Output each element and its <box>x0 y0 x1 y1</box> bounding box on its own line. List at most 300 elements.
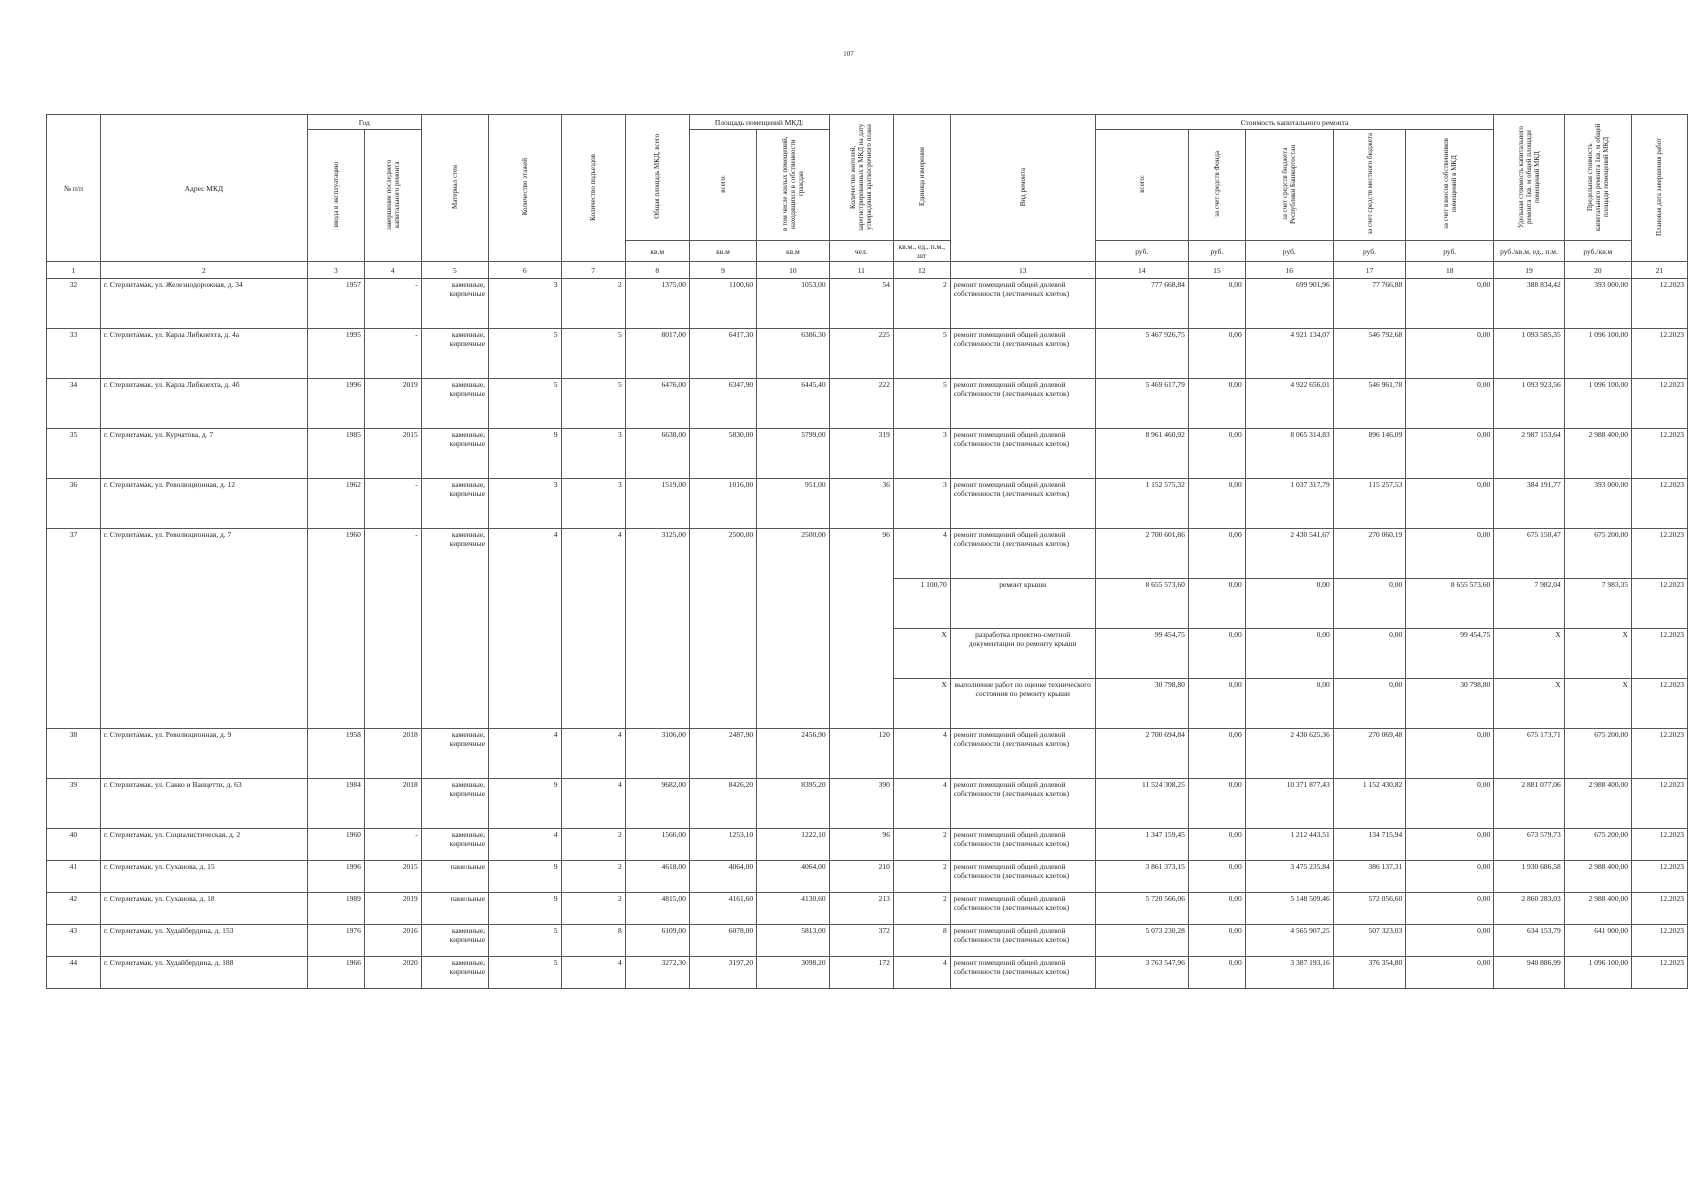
cell-unit: X <box>893 629 950 679</box>
unit-area-incl: кв.м <box>757 241 829 262</box>
column-number: 6 <box>489 262 561 279</box>
cell-owners: 0,00 <box>1406 479 1494 529</box>
cell-plan-date: 12.2023 <box>1631 279 1687 329</box>
cell-fund: 0,00 <box>1188 779 1245 829</box>
cell-unit: 8 <box>893 925 950 957</box>
cell-repair-type: ремонт помещений общей долевой собственности (лестничных клеток) <box>950 279 1095 329</box>
cell-plan-date: 12.2023 <box>1631 957 1687 989</box>
column-number: 20 <box>1564 262 1631 279</box>
column-numbers-row <box>47 262 1688 279</box>
cell-n: 33 <box>47 329 101 379</box>
table-row <box>47 893 1688 925</box>
cell-cost: 11 524 308,25 <box>1095 779 1188 829</box>
cell-address: г. Стерлитамак, ул. Сакко и Ванцетти, д. 63 <box>100 779 307 829</box>
cell-area: 3197,20 <box>689 957 756 989</box>
cell-material: каменные, кирпичные <box>421 279 488 329</box>
cell-fund: 0,00 <box>1188 379 1245 429</box>
cell-unit-cost: X <box>1494 679 1564 729</box>
cell-owners: 0,00 <box>1406 729 1494 779</box>
cell-entrances: 2 <box>561 279 625 329</box>
cell-unit-cost: 675 150,47 <box>1494 529 1564 579</box>
cell-address: г. Стерлитамак, ул. Суханова, д. 15 <box>100 861 307 893</box>
cell-address: г. Стерлитамак, ул. Карла Либкнехта, д. 4б <box>100 379 307 429</box>
cell-rb-budget: 1 037 317,79 <box>1245 479 1333 529</box>
column-number: 1 <box>47 262 101 279</box>
header-area-group: Площадь помещений МКД: <box>689 115 829 130</box>
cell-repair-type: ремонт помещений общей долевой собственности (лестничных клеток) <box>950 429 1095 479</box>
cell-cost: 777 668,84 <box>1095 279 1188 329</box>
cell-unit: 2 <box>893 893 950 925</box>
table-body <box>47 279 1688 989</box>
cell-entrances: 5 <box>561 379 625 429</box>
cell-plan-date: 12.2023 <box>1631 579 1687 629</box>
column-number: 17 <box>1333 262 1405 279</box>
cell-area: 4161,60 <box>689 893 756 925</box>
cell-address: г. Стерлитамак, ул. Социалистическая, д. 2 <box>100 829 307 861</box>
cell-total-area: 1566,00 <box>625 829 689 861</box>
cell-local-budget: 77 766,88 <box>1333 279 1405 329</box>
cell-fund: 0,00 <box>1188 279 1245 329</box>
cell-rb-budget: 4 921 134,07 <box>1245 329 1333 379</box>
cell-area: 1100,60 <box>689 279 756 329</box>
unit-rub-owners: руб. <box>1406 241 1494 262</box>
cell-owners: 99 454,75 <box>1406 629 1494 679</box>
cell-area: 8426,20 <box>689 779 756 829</box>
cell-fund: 0,00 <box>1188 329 1245 379</box>
cell-owners: 0,00 <box>1406 329 1494 379</box>
cell-local-budget: 270 069,48 <box>1333 729 1405 779</box>
cell-unit-cost: 388 834,42 <box>1494 279 1564 329</box>
cell-rb-budget: 2 430 541,67 <box>1245 529 1333 579</box>
cell-n: 44 <box>47 957 101 989</box>
header-floors: Количество этажей <box>489 115 561 262</box>
cell-n: 35 <box>47 429 101 479</box>
cell-entrances: 2 <box>561 861 625 893</box>
cell-address: г. Стерлитамак, ул. Революционная, д. 9 <box>100 729 307 779</box>
cell-floors: 5 <box>489 379 561 429</box>
cell-year: 1985 <box>307 429 364 479</box>
cell-area: 1253,10 <box>689 829 756 861</box>
cell-max-cost: 1 096 100,00 <box>1564 329 1631 379</box>
cell-unit: 3 <box>893 429 950 479</box>
cell-total-area: 9682,00 <box>625 779 689 829</box>
cell-year: 1976 <box>307 925 364 957</box>
header-max-cost: Предельная стоимость капитального ремонта 1кв. м общей площади помещений МКД <box>1564 115 1631 241</box>
cell-unit: 5 <box>893 379 950 429</box>
cell-address: г. Стерлитамак, ул. Курчатова, д. 7 <box>100 429 307 479</box>
cell-repair-type: ремонт крыши <box>950 579 1095 629</box>
cell-area: 4064,00 <box>689 861 756 893</box>
table-row <box>47 729 1688 779</box>
column-number: 10 <box>757 262 829 279</box>
cell-local-budget: 546 792,68 <box>1333 329 1405 379</box>
cell-area: 5830,00 <box>689 429 756 479</box>
column-number: 21 <box>1631 262 1687 279</box>
cell-total-area: 3272,30 <box>625 957 689 989</box>
header-entrances: Количество подъездов <box>561 115 625 262</box>
cell-area: 1016,00 <box>689 479 756 529</box>
cell-plan-date: 12.2023 <box>1631 729 1687 779</box>
column-number: 18 <box>1406 262 1494 279</box>
cell-year: 1958 <box>307 729 364 779</box>
cell-cost: 5 469 617,79 <box>1095 379 1188 429</box>
cell-repair-type: ремонт помещений общей долевой собственности (лестничных клеток) <box>950 779 1095 829</box>
cell-unit: 1 100,70 <box>893 579 950 629</box>
cell-max-cost: 7 983,35 <box>1564 579 1631 629</box>
cell-material: панельные <box>421 893 488 925</box>
column-number: 11 <box>829 262 893 279</box>
cell-area-incl: 5799,00 <box>757 429 829 479</box>
cell-material: каменные, кирпичные <box>421 379 488 429</box>
cell-floors: 9 <box>489 893 561 925</box>
cell-plan-date: 12.2023 <box>1631 629 1687 679</box>
column-number: 4 <box>364 262 421 279</box>
cell-residents: 213 <box>829 893 893 925</box>
cell-entrances: 2 <box>561 829 625 861</box>
cell-area: 2487,90 <box>689 729 756 779</box>
page-number: 107 <box>843 50 854 58</box>
cell-repair-type: ремонт помещений общей долевой собственности (лестничных клеток) <box>950 329 1095 379</box>
cell-fund: 0,00 <box>1188 861 1245 893</box>
cell-repair-type: ремонт помещений общей долевой собственности (лестничных клеток) <box>950 925 1095 957</box>
header-area-incl: в том числе жилых помещений, находящихся в собственности граждан <box>757 130 829 241</box>
cell-repair-type: ремонт помещений общей долевой собственности (лестничных клеток) <box>950 893 1095 925</box>
cell-max-cost: 675 200,00 <box>1564 829 1631 861</box>
cell-max-cost: X <box>1564 679 1631 729</box>
cell-cost: 8 961 460,92 <box>1095 429 1188 479</box>
header-cost-group: Стоимость капитального ремонта <box>1095 115 1494 130</box>
cell-local-budget: 507 323,03 <box>1333 925 1405 957</box>
cell-year: 1996 <box>307 379 364 429</box>
column-number: 9 <box>689 262 756 279</box>
cell-year: 1995 <box>307 329 364 379</box>
cell-unit-cost: 1 093 923,56 <box>1494 379 1564 429</box>
table-row <box>47 379 1688 429</box>
cell-n: 32 <box>47 279 101 329</box>
cell-n: 41 <box>47 861 101 893</box>
cell-fund: 0,00 <box>1188 957 1245 989</box>
cell-local-budget: 115 257,53 <box>1333 479 1405 529</box>
cell-rb-budget: 3 475 235,84 <box>1245 861 1333 893</box>
cell-residents: 372 <box>829 925 893 957</box>
cell-fund: 0,00 <box>1188 679 1245 729</box>
cell-plan-date: 12.2023 <box>1631 429 1687 479</box>
cell-total-area: 1375,00 <box>625 279 689 329</box>
cell-year: 1960 <box>307 529 364 729</box>
cell-area: 6078,00 <box>689 925 756 957</box>
cell-plan-date: 12.2023 <box>1631 529 1687 579</box>
cell-local-budget: 0,00 <box>1333 629 1405 679</box>
column-number: 2 <box>100 262 307 279</box>
unit-rub-local: руб. <box>1333 241 1405 262</box>
cell-n: 40 <box>47 829 101 861</box>
cell-rb-budget: 699 901,96 <box>1245 279 1333 329</box>
header-area-all: всего: <box>689 130 756 241</box>
cell-cost: 5 720 566,06 <box>1095 893 1188 925</box>
header-address: Адрес МКД <box>100 115 307 262</box>
cell-address: г. Стерлитамак, ул. Революционная, д. 12 <box>100 479 307 529</box>
cell-residents: 54 <box>829 279 893 329</box>
cell-unit-cost: 940 886,99 <box>1494 957 1564 989</box>
cell-entrances: 5 <box>561 329 625 379</box>
header-total-area: Общая площадь МКД, всего <box>625 115 689 241</box>
cell-plan-date: 12.2023 <box>1631 779 1687 829</box>
cell-max-cost: 393 000,00 <box>1564 479 1631 529</box>
cell-plan-date: 12.2023 <box>1631 379 1687 429</box>
cell-area-incl: 5813,00 <box>757 925 829 957</box>
cell-year: 1962 <box>307 479 364 529</box>
cell-owners: 8 655 573,60 <box>1406 579 1494 629</box>
cell-residents: 210 <box>829 861 893 893</box>
cell-last-repair: - <box>364 479 421 529</box>
table-row <box>47 957 1688 989</box>
cell-fund: 0,00 <box>1188 629 1245 679</box>
header-plan-date: Плановая дата завершения работ <box>1631 115 1687 262</box>
column-number: 15 <box>1188 262 1245 279</box>
cell-max-cost: 1 096 100,00 <box>1564 379 1631 429</box>
cell-material: каменные, кирпичные <box>421 329 488 379</box>
cell-rb-budget: 0,00 <box>1245 579 1333 629</box>
cell-cost: 1 152 575,32 <box>1095 479 1188 529</box>
cell-residents: 319 <box>829 429 893 479</box>
table-row <box>47 925 1688 957</box>
unit-rub-rb: руб. <box>1245 241 1333 262</box>
cell-last-repair: 2020 <box>364 957 421 989</box>
cell-last-repair: - <box>364 329 421 379</box>
cell-year: 1966 <box>307 957 364 989</box>
cell-material: каменные, кирпичные <box>421 479 488 529</box>
cell-material: каменные, кирпичные <box>421 957 488 989</box>
cell-last-repair: - <box>364 529 421 729</box>
cell-n: 38 <box>47 729 101 779</box>
cell-rb-budget: 8 065 314,83 <box>1245 429 1333 479</box>
cell-residents: 120 <box>829 729 893 779</box>
cell-cost: 3 763 547,96 <box>1095 957 1188 989</box>
cell-material: каменные, кирпичные <box>421 729 488 779</box>
cell-last-repair: 2018 <box>364 779 421 829</box>
cell-year: 1996 <box>307 861 364 893</box>
cell-unit: X <box>893 679 950 729</box>
cell-owners: 0,00 <box>1406 779 1494 829</box>
table-row <box>47 829 1688 861</box>
header-local-budget: за счет средств местного бюджета <box>1333 130 1405 241</box>
cell-material: каменные, кирпичные <box>421 429 488 479</box>
cell-n: 37 <box>47 529 101 729</box>
unit-rub-fund: руб. <box>1188 241 1245 262</box>
cell-total-area: 6476,00 <box>625 379 689 429</box>
cell-rb-budget: 4 565 907,25 <box>1245 925 1333 957</box>
unit-area-all: кв.м <box>689 241 756 262</box>
cell-local-budget: 0,00 <box>1333 679 1405 729</box>
cell-residents: 36 <box>829 479 893 529</box>
cell-repair-type: ремонт помещений общей долевой собственности (лестничных клеток) <box>950 861 1095 893</box>
cell-entrances: 8 <box>561 925 625 957</box>
cell-total-area: 4618,00 <box>625 861 689 893</box>
cell-cost: 30 798,80 <box>1095 679 1188 729</box>
cell-local-budget: 0,00 <box>1333 579 1405 629</box>
cell-floors: 5 <box>489 329 561 379</box>
cell-rb-budget: 2 430 625,36 <box>1245 729 1333 779</box>
cell-entrances: 4 <box>561 957 625 989</box>
unit-rub-total: руб. <box>1095 241 1188 262</box>
cell-plan-date: 12.2023 <box>1631 925 1687 957</box>
cell-max-cost: 2 988 400,00 <box>1564 861 1631 893</box>
cell-unit-cost: 634 153,79 <box>1494 925 1564 957</box>
table-row <box>47 779 1688 829</box>
cell-max-cost: 641 000,00 <box>1564 925 1631 957</box>
cell-repair-type: ремонт помещений общей долевой собственности (лестничных клеток) <box>950 957 1095 989</box>
cell-area-incl: 4064,00 <box>757 861 829 893</box>
cell-max-cost: 2 988 400,00 <box>1564 779 1631 829</box>
cell-unit-cost: 2 860 283,03 <box>1494 893 1564 925</box>
cell-plan-date: 12.2023 <box>1631 479 1687 529</box>
column-number: 8 <box>625 262 689 279</box>
cell-repair-type: ремонт помещений общей долевой собственности (лестничных клеток) <box>950 529 1095 579</box>
header-owners: за счет взносов собственников помещений в МКД <box>1406 130 1494 241</box>
cell-last-repair: 2019 <box>364 893 421 925</box>
cell-n: 39 <box>47 779 101 829</box>
cell-material: каменные, кирпичные <box>421 829 488 861</box>
cell-local-budget: 896 146,09 <box>1333 429 1405 479</box>
cell-rb-budget: 10 371 877,43 <box>1245 779 1333 829</box>
cell-local-budget: 386 137,31 <box>1333 861 1405 893</box>
cell-fund: 0,00 <box>1188 429 1245 479</box>
column-number: 7 <box>561 262 625 279</box>
cell-cost: 1 347 159,45 <box>1095 829 1188 861</box>
cell-unit: 4 <box>893 957 950 989</box>
cell-rb-budget: 3 387 193,16 <box>1245 957 1333 989</box>
cell-cost: 5 467 926,75 <box>1095 329 1188 379</box>
header-unit-cost: Удельная стоимость капитального ремонта 1кв. м общей площади помещений МКД <box>1494 115 1564 241</box>
cell-year: 1960 <box>307 829 364 861</box>
cell-rb-budget: 0,00 <box>1245 629 1333 679</box>
cell-residents: 390 <box>829 779 893 829</box>
cell-total-area: 8017,00 <box>625 329 689 379</box>
header-year-group: Год <box>307 115 421 130</box>
cell-year: 1984 <box>307 779 364 829</box>
header-wall-material: Материал стен <box>421 115 488 262</box>
cell-total-area: 1519,00 <box>625 479 689 529</box>
header-year-commission: ввода в эксплуатацию <box>307 130 364 262</box>
cell-repair-type: выполнение работ по оценке технического состояния по ремонту крыши <box>950 679 1095 729</box>
cell-fund: 0,00 <box>1188 925 1245 957</box>
cell-unit-cost: 2 987 153,64 <box>1494 429 1564 479</box>
cell-owners: 0,00 <box>1406 529 1494 579</box>
cell-max-cost: 675 200,00 <box>1564 729 1631 779</box>
cell-material: панельные <box>421 861 488 893</box>
unit-total-area: кв.м <box>625 241 689 262</box>
cell-floors: 3 <box>489 279 561 329</box>
cell-unit: 2 <box>893 829 950 861</box>
header-year-last-repair: завершение последнего капитального ремонта <box>364 130 421 262</box>
cell-plan-date: 12.2023 <box>1631 329 1687 379</box>
table-row <box>47 429 1688 479</box>
cell-unit-cost: 7 982,04 <box>1494 579 1564 629</box>
unit-unit-cost: руб./кв.м, ед., п.м. <box>1494 241 1564 262</box>
cell-entrances: 3 <box>561 429 625 479</box>
cell-area-incl: 2500,00 <box>757 529 829 729</box>
column-number: 19 <box>1494 262 1564 279</box>
table-row <box>47 279 1688 329</box>
cell-total-area: 3106,00 <box>625 729 689 779</box>
cell-local-budget: 134 715,94 <box>1333 829 1405 861</box>
cell-area-incl: 1053,00 <box>757 279 829 329</box>
cell-fund: 0,00 <box>1188 829 1245 861</box>
header-fund: за счет средств Фонда <box>1188 130 1245 241</box>
cell-unit: 4 <box>893 529 950 579</box>
cell-floors: 3 <box>489 479 561 529</box>
cell-local-budget: 270 060,19 <box>1333 529 1405 579</box>
cell-plan-date: 12.2023 <box>1631 679 1687 729</box>
cell-owners: 30 798,80 <box>1406 679 1494 729</box>
cell-year: 1989 <box>307 893 364 925</box>
cell-unit-cost: 673 579,73 <box>1494 829 1564 861</box>
cell-cost: 99 454,75 <box>1095 629 1188 679</box>
cell-last-repair: 2016 <box>364 925 421 957</box>
header-residents: Количество жителей, зарегистрированных в МКД на дату утверждения краткосрочного плана <box>829 115 893 241</box>
cell-owners: 0,00 <box>1406 925 1494 957</box>
cell-rb-budget: 5 148 509,46 <box>1245 893 1333 925</box>
cell-floors: 5 <box>489 925 561 957</box>
cell-residents: 222 <box>829 379 893 429</box>
cell-cost: 3 861 373,15 <box>1095 861 1188 893</box>
cell-local-budget: 546 961,78 <box>1333 379 1405 429</box>
cell-local-budget: 572 056,60 <box>1333 893 1405 925</box>
header-rb-budget: за счет средств бюджета Республики Башкортостан <box>1245 130 1333 241</box>
cell-area-incl: 6386,30 <box>757 329 829 379</box>
cell-residents: 96 <box>829 529 893 729</box>
cell-floors: 9 <box>489 779 561 829</box>
cell-total-area: 6638,00 <box>625 429 689 479</box>
cell-floors: 5 <box>489 957 561 989</box>
cell-area-incl: 6445,40 <box>757 379 829 429</box>
cell-unit-cost: 675 173,71 <box>1494 729 1564 779</box>
cell-entrances: 3 <box>561 479 625 529</box>
cell-owners: 0,00 <box>1406 861 1494 893</box>
cell-repair-type: ремонт помещений общей долевой собственности (лестничных клеток) <box>950 829 1095 861</box>
cell-material: каменные, кирпичные <box>421 529 488 729</box>
header-unit-measure: Единица измерения <box>893 115 950 241</box>
cell-floors: 4 <box>489 529 561 729</box>
cell-total-area: 4815,00 <box>625 893 689 925</box>
cell-fund: 0,00 <box>1188 893 1245 925</box>
cell-owners: 0,00 <box>1406 379 1494 429</box>
cell-cost: 2 700 601,86 <box>1095 529 1188 579</box>
cell-area-incl: 1222,10 <box>757 829 829 861</box>
cell-unit: 3 <box>893 479 950 529</box>
cell-address: г. Стерлитамак, ул. Худайбердина, д. 188 <box>100 957 307 989</box>
header-repair-type: Вид ремонта <box>950 115 1095 262</box>
cell-repair-type: разработка проектно-сметной документации по ремонту крыши <box>950 629 1095 679</box>
column-number: 12 <box>893 262 950 279</box>
cell-max-cost: 1 096 100,00 <box>1564 957 1631 989</box>
cell-unit: 2 <box>893 279 950 329</box>
cell-unit-cost: 2 881 077,06 <box>1494 779 1564 829</box>
cell-max-cost: 393 000,00 <box>1564 279 1631 329</box>
cell-total-area: 6109,00 <box>625 925 689 957</box>
cell-entrances: 4 <box>561 529 625 729</box>
cell-repair-type: ремонт помещений общей долевой собственности (лестничных клеток) <box>950 729 1095 779</box>
cell-entrances: 4 <box>561 779 625 829</box>
unit-max-cost: руб./кв.м <box>1564 241 1631 262</box>
cell-repair-type: ремонт помещений общей долевой собственности (лестничных клеток) <box>950 479 1095 529</box>
cell-floors: 9 <box>489 429 561 479</box>
cell-address: г. Стерлитамак, ул. Железнодорожная, д. 34 <box>100 279 307 329</box>
cell-address: г. Стерлитамак, ул. Суханова, д. 18 <box>100 893 307 925</box>
table-row <box>47 529 1688 579</box>
cell-last-repair: 2015 <box>364 429 421 479</box>
capital-repair-table <box>46 114 1688 989</box>
